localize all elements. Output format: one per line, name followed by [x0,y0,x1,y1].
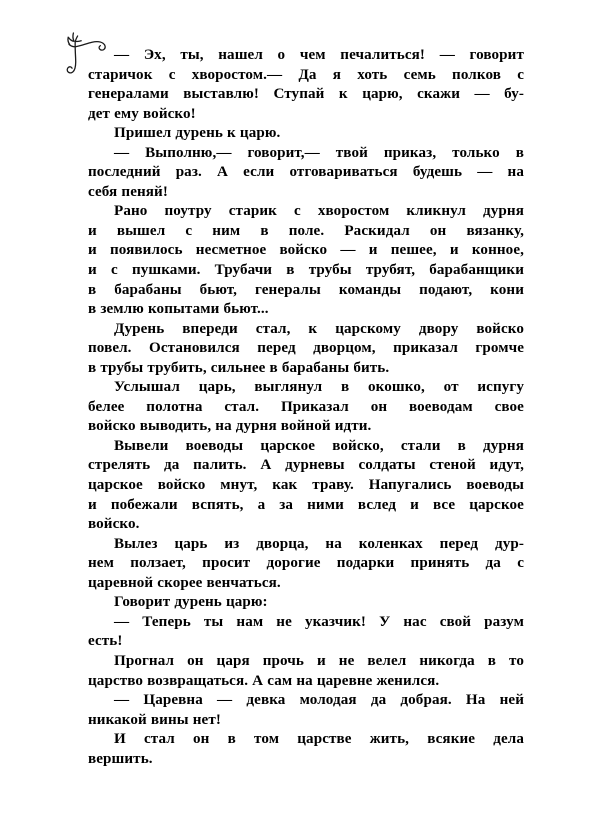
text-line: вершить. [88,750,153,767]
text-line: — Выполню,— говорит,— твой приказ, только в [114,144,524,161]
text-line: Дурень впереди стал, к царскому двору войско [114,320,524,337]
text-line: царское войско мнут, как траву. Напугались воеводы [88,477,524,494]
text-line: в барабаны бьют, генералы команды подают, кони [88,281,524,298]
text-line: последний раз. А если отговариваться будешь — на [88,164,524,181]
paragraph [88,124,524,144]
story-text-body [88,46,524,769]
text-line: — Эх, ты, нашел о чем печалиться! — говорит [114,47,524,63]
text-line: повел. Остановился перед дворцом, приказал громче [88,340,524,357]
text-line: есть! [88,633,123,650]
text-line: дет ему войско! [88,105,196,122]
paragraph [88,202,524,319]
text-line: царевной скорее венчаться. [88,574,281,591]
text-line: в землю копытами бьют... [88,301,269,318]
text-line: и вышел с ним в поле. Раскидал он вязанку, [88,222,524,239]
text-line: никакой вины нет! [88,711,221,728]
paragraph [88,320,524,379]
text-line: генералами выставлю! Ступай к царю, скажи — бу- [88,86,524,103]
text-line: в трубы трубить, сильнее в барабаны бить. [88,359,390,376]
text-line: себя пеняй! [88,183,168,200]
text-line: войско. [88,516,140,533]
text-line: и побежали вспять, а за ними вслед и все царское [88,496,524,513]
text-line: — Царевна — девка молодая да добрая. На ней [114,692,524,709]
text-line: старичок с хворостом.— Да я хоть семь полков с [88,66,524,83]
text-line: Вывели воеводы царское войско, стали в дурня [114,437,524,454]
paragraph [88,144,524,203]
text-line: Пришел дурень к царю. [114,125,281,142]
text-line: Прогнал он царя прочь и не велел никогда в то [114,652,524,669]
text-line: войско выводить, на дурня войной идти. [88,418,372,435]
text-line: царство возвращаться. А сам на царевне женился. [88,672,440,689]
text-line: Вылез царь из дворца, на коленках перед дур- [114,535,524,552]
paragraph [88,46,524,124]
paragraph [88,593,524,613]
text-line: Услышал царь, выглянул в окошко, от испугу [114,379,524,396]
text-line: и появилось несметное войско — и пешее, и конное, [88,242,524,259]
text-line: Говорит дурень царю: [114,594,268,611]
paragraph [88,378,524,437]
text-line: И стал он в том царстве жить, всякие дела [114,731,524,748]
paragraph [88,730,524,769]
paragraph [88,652,524,691]
paragraph [88,613,524,652]
text-line: нем ползает, просит дорогие подарки принять да с [88,555,524,572]
text-line: белее полотна стал. Приказал он воеводам свое [88,398,524,415]
paragraph [88,437,524,535]
text-line: и с пушками. Трубачи в трубы трубят, барабанщики [88,262,524,279]
text-line: — Теперь ты нам не указчик! У нас свой разум [114,613,524,630]
text-line: Рано поутру старик с хворостом кликнул дурня [114,203,524,220]
paragraph [88,691,524,730]
text-line: стрелять да палить. А дурневы солдаты стеной идут, [88,457,524,474]
paragraph [88,535,524,594]
